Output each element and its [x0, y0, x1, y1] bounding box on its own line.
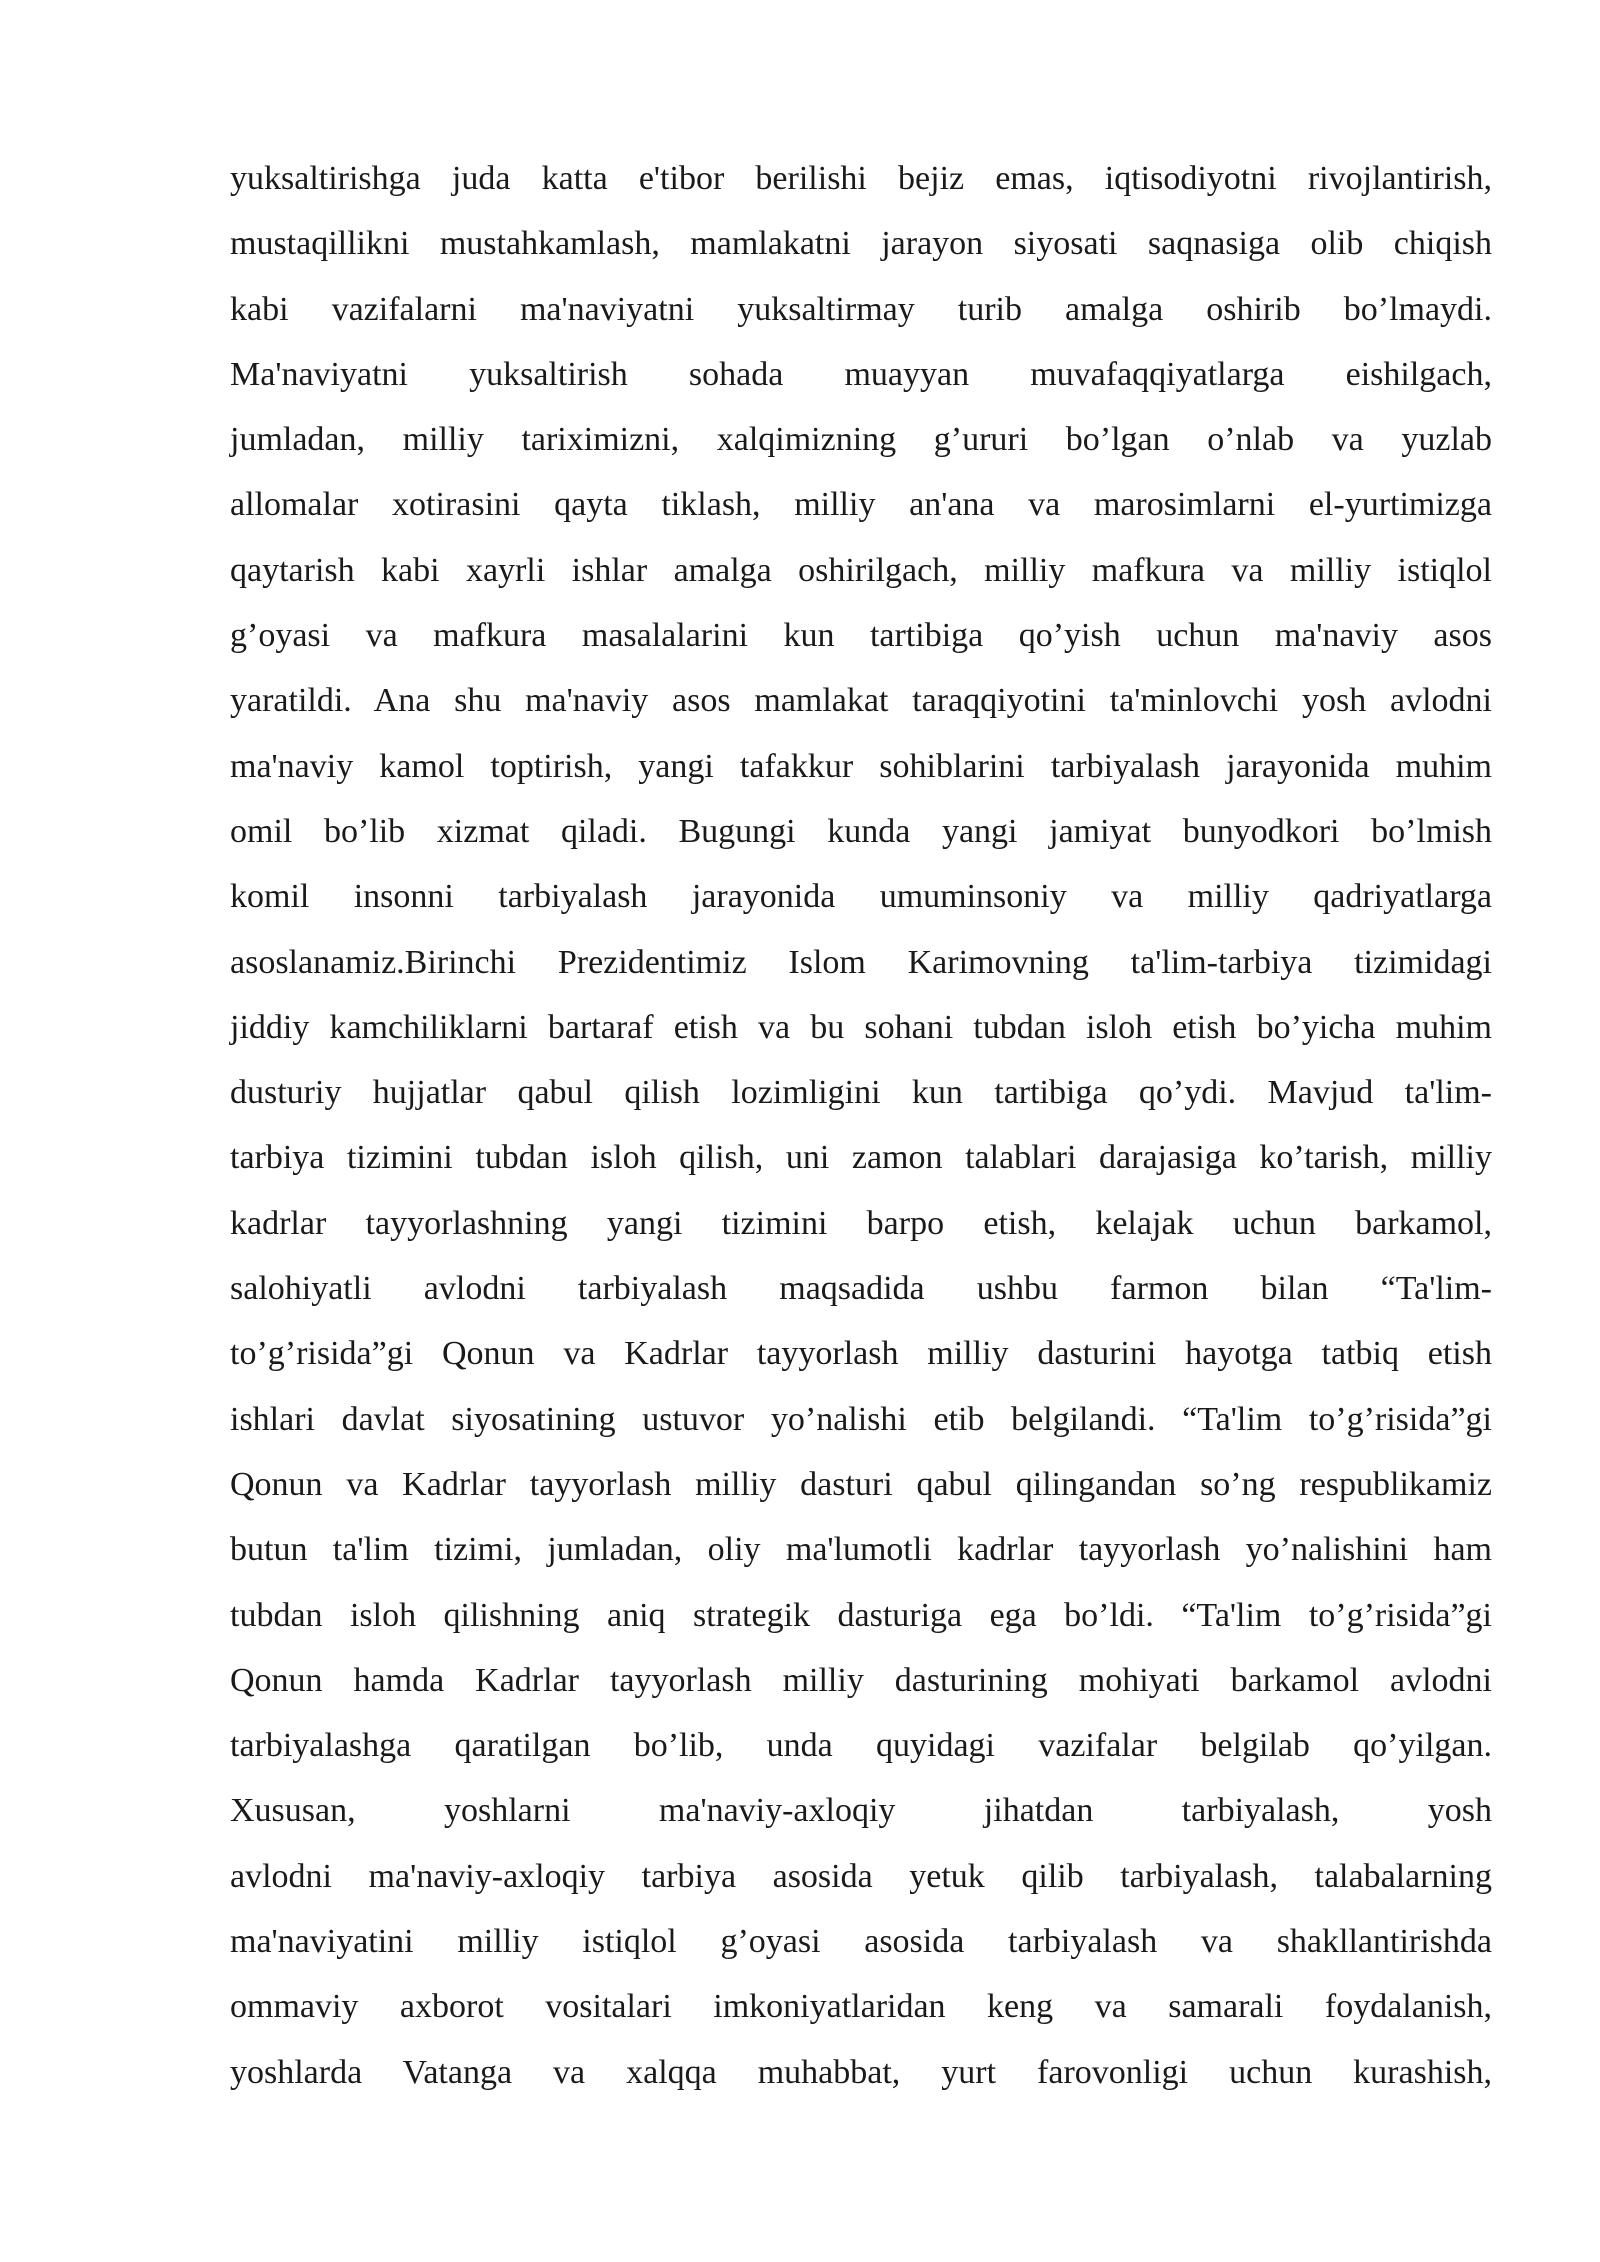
text-line: Qonun hamda Kadrlar tayyorlash milliy dasturining mohiyati barkamol avlodni [230, 1661, 1492, 1699]
text-line: salohiyatli avlodni tarbiyalash maqsadida ushbu farmon bilan “Ta'lim- [230, 1270, 1492, 1308]
text-line: jumladan, milliy tariximizni, xalqimizning g’ururi bo’lgan o’nlab va yuzlab [230, 421, 1492, 459]
text-line: ishlari davlat siyosatining ustuvor yo’nalishi etib belgilandi. “Ta'lim to’g’risida”gi [230, 1400, 1492, 1438]
text-line: kadrlar tayyorlashning yangi tizimini barpo etish, kelajak uchun barkamol, [230, 1204, 1492, 1242]
text-line: tarbiya tizimini tubdan isloh qilish, uni zamon talablari darajasiga ko’tarish, milliy [230, 1139, 1492, 1177]
text-line: ma'naviyatini milliy istiqlol g’oyasi asosida tarbiyalash va shakllantirishda [230, 1923, 1492, 1961]
text-line: kabi vazifalarni ma'naviyatni yuksaltirmay turib amalga oshirib bo’lmaydi. [230, 290, 1492, 328]
text-line: butun ta'lim tizimi, jumladan, oliy ma'lumotli kadrlar tayyorlash yo’nalishini ham [230, 1531, 1492, 1569]
text-line: asoslanamiz.Birinchi Prezidentimiz Islom Karimovning ta'lim-tarbiya tizimidagi [230, 943, 1492, 981]
text-line: ma'naviy kamol toptirish, yangi tafakkur sohiblarini tarbiyalash jarayonida muhim [230, 747, 1492, 785]
body-paragraph [230, 146, 1492, 2105]
text-line: Xususan, yoshlarni ma'naviy-axloqiy jihatdan tarbiyalash, yosh [230, 1792, 1492, 1830]
text-line: komil insonni tarbiyalash jarayonida umuminsoniy va milliy qadriyatlarga [230, 878, 1492, 916]
text-line: yuksaltirishga juda katta e'tibor berilishi bejiz emas, iqtisodiyotni rivojlantirish, [230, 160, 1492, 197]
text-line: jiddiy kamchiliklarni bartaraf etish va bu sohani tubdan isloh etish bo’yicha muhim [230, 1008, 1492, 1046]
text-line: ommaviy axborot vositalari imkoniyatlaridan keng va samarali foydalanish, [230, 1988, 1492, 2026]
text-line: tarbiyalashga qaratilgan bo’lib, unda quyidagi vazifalar belgilab qo’yilgan. [230, 1727, 1492, 1765]
text-line: avlodni ma'naviy-axloqiy tarbiya asosida yetuk qilib tarbiyalash, talabalarning [230, 1857, 1492, 1895]
text-line: Ma'naviyatni yuksaltirish sohada muayyan muvafaqqiyatlarga eishilgach, [230, 355, 1492, 393]
text-line: omil bo’lib xizmat qiladi. Bugungi kunda yangi jamiyat bunyodkori bo’lmish [230, 812, 1492, 850]
text-line: qaytarish kabi xayrli ishlar amalga oshirilgach, milliy mafkura va milliy istiqlol [230, 551, 1492, 589]
text-line: yaratildi. Ana shu ma'naviy asos mamlakat taraqqiyotini ta'minlovchi yosh avlodni [230, 682, 1492, 720]
text-line: Qonun va Kadrlar tayyorlash milliy dasturi qabul qilingandan so’ng respublikamiz [230, 1465, 1492, 1503]
text-line: allomalar xotirasini qayta tiklash, milliy an'ana va marosimlarni el-yurtimizga [230, 486, 1492, 524]
text-line: yoshlarda Vatanga va xalqqa muhabbat, yurt farovonligi uchun kurashish, [230, 2053, 1492, 2091]
text-line: to’g’risida”gi Qonun va Kadrlar tayyorlash milliy dasturini hayotga tatbiq etish [230, 1335, 1492, 1373]
text-line: dusturiy hujjatlar qabul qilish lozimligini kun tartibiga qo’ydi. Mavjud ta'lim- [230, 1074, 1492, 1112]
text-line: g’oyasi va mafkura masalalarini kun tartibiga qo’yish uchun ma'naviy asos [230, 617, 1492, 655]
text-line: tubdan isloh qilishning aniq strategik dasturiga ega bo’ldi. “Ta'lim to’g’risida”gi [230, 1596, 1492, 1634]
text-line: mustaqillikni mustahkamlash, mamlakatni jarayon siyosati saqnasiga olib chiqish [230, 225, 1492, 263]
